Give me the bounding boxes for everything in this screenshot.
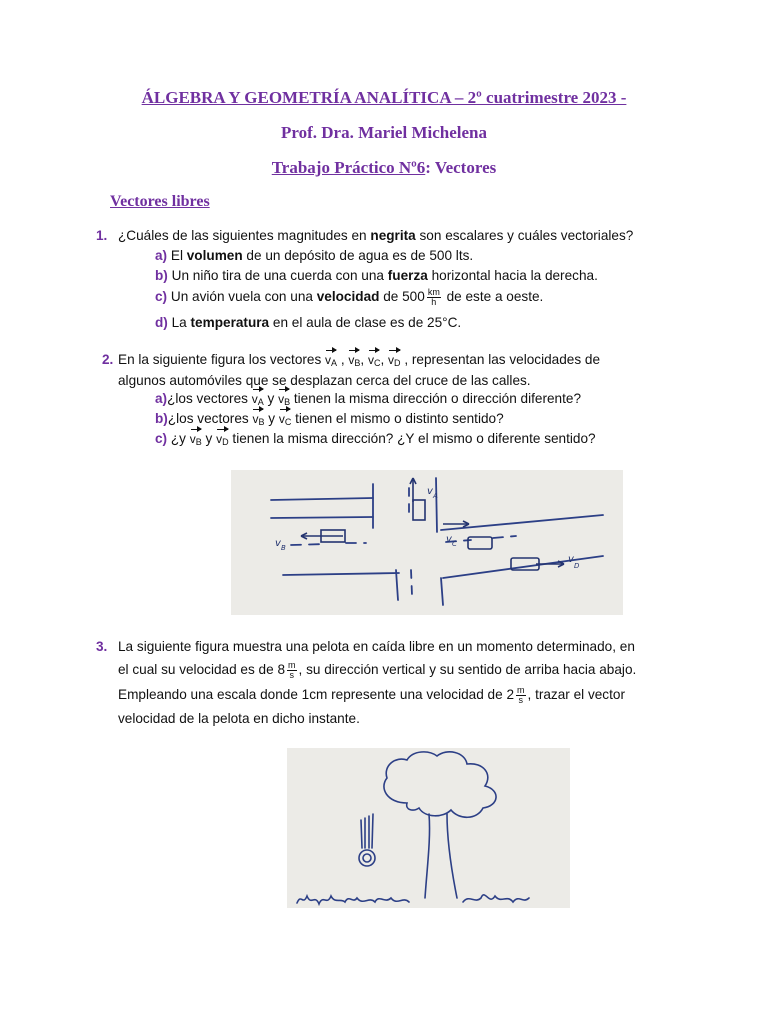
vertical-dashes — [409, 488, 412, 595]
ball-motion-lines — [361, 814, 373, 848]
car-c — [468, 537, 492, 549]
street-crossing-sketch — [231, 470, 623, 615]
q2-item-a-pre: ¿los vectores — [167, 391, 252, 406]
q2-line1-a: En la siguiente figura los vectores — [118, 352, 326, 367]
q1-item-b-pre: Un niño tira de una cuerda con una — [171, 268, 388, 283]
q3-line2 — [118, 658, 636, 682]
q2-line1 — [118, 349, 600, 368]
q3-line3-b: , trazar el vector — [527, 687, 625, 702]
q1-item-a-pre: El — [170, 248, 187, 263]
q2-item-b-letter: b) — [155, 411, 168, 426]
street-crossing-drawing — [231, 470, 623, 615]
q1-item-c-pre: Un avión vuela con una — [170, 289, 317, 304]
q3-line3 — [118, 683, 625, 707]
q3-line1: La siguiente figura muestra una pelota en caída libre en un momento determinado, en — [118, 639, 635, 654]
q2b-vb-v: v — [252, 412, 259, 426]
q2-sep3: , — [380, 352, 385, 367]
street-top-left-lower — [271, 517, 373, 518]
q1-number: 1. — [96, 228, 108, 243]
q1-item-a-letter: a) — [155, 248, 168, 263]
q3-unit-2 — [516, 686, 526, 705]
q2b-vc-sub: C — [284, 417, 292, 427]
q3-unit-1-bot: s — [289, 669, 295, 680]
q2-item-c-mid: y — [201, 431, 217, 446]
q1-item-c-letter: c) — [155, 289, 168, 304]
q2c-vb-v: v — [189, 432, 196, 446]
q3-line2-b: , su dirección vertical y su sentido de arriba hacia abajo. — [298, 662, 637, 677]
vector-vd — [388, 349, 401, 368]
q1-item-c-tail: de este a oeste. — [442, 289, 544, 304]
q2-item-a-letter: a) — [155, 391, 168, 406]
q2-item-c-letter: c) — [155, 431, 168, 446]
street-top-left — [271, 498, 373, 500]
street-bottom-left — [283, 573, 399, 575]
q3-line2-a: el cual su velocidad es de 8 — [118, 662, 286, 677]
label-va-sub: A — [433, 492, 438, 500]
ball-inner — [363, 854, 371, 862]
vector-va — [325, 349, 337, 368]
q2b-vector-vb — [252, 408, 264, 427]
q3-unit-2-bot: s — [518, 694, 524, 705]
vector-vb — [348, 349, 360, 368]
q1-item-b-bold: fuerza — [387, 268, 428, 283]
label-va: v — [427, 486, 433, 497]
ball — [359, 850, 375, 866]
q2c-vd-sub: D — [222, 437, 229, 447]
tp-title — [0, 158, 768, 178]
q1-item-b-letter: b) — [155, 268, 168, 283]
q1-item-d-pre: La — [171, 315, 191, 330]
q2-line2: algunos automóviles que se desplazan cerca del cruce de las calles. — [118, 373, 531, 388]
q2-item-a — [155, 388, 581, 407]
label-vb-sub: B — [281, 544, 286, 552]
q1-item-c-bold: velocidad — [316, 289, 380, 304]
q1-item-c-post: de 500 — [379, 289, 425, 304]
label-vc-sub: C — [452, 540, 457, 548]
q2-item-b-post: tienen el mismo o distinto sentido? — [291, 411, 504, 426]
q3-unit-1 — [287, 661, 297, 680]
street-vertical-right-upper — [436, 478, 437, 532]
q2-item-c-post: tienen la misma dirección? ¿Y el mismo o diferente sentido? — [228, 431, 596, 446]
tp-topic: : Vectores — [425, 158, 497, 177]
q3-unit-1-top: m — [288, 659, 296, 670]
q2-number: 2. — [102, 352, 114, 367]
q2c-vb-sub: B — [195, 437, 202, 447]
vector-va-v: v — [325, 353, 332, 367]
section-title: Vectores libres — [110, 193, 210, 210]
vector-vb-sub: B — [354, 358, 361, 368]
q1-unit-top: km — [427, 286, 440, 297]
q2a-va-sub: A — [257, 397, 264, 407]
vector-vb-v: v — [348, 353, 355, 367]
vector-vd-v: v — [388, 353, 395, 367]
vector-va-sub: A — [331, 358, 338, 368]
q1-item-c — [155, 286, 543, 308]
q1-prompt-bold: negrita — [370, 228, 416, 243]
tree-crown — [384, 752, 496, 817]
q2-sep1: , — [337, 352, 349, 367]
tree-ball-drawing — [287, 748, 570, 908]
q2c-vd-v: v — [216, 432, 223, 446]
q2-item-c-pre: ¿y — [170, 431, 190, 446]
tree-trunk-left — [425, 814, 430, 898]
q1-item-b — [155, 268, 598, 283]
q3-line3-a: Empleando una escala donde 1cm represente una velocidad de 2 — [118, 687, 515, 702]
q2a-va-v: v — [251, 392, 258, 406]
q1-item-d-post: en el aula de clase es de 25°C. — [269, 315, 462, 330]
street-vertical-right-lower — [441, 578, 443, 605]
q2-line1-b: , representan las velocidades de — [400, 352, 601, 367]
label-vd: v — [568, 554, 574, 565]
course-title: ÁLGEBRA Y GEOMETRÍA ANALÍTICA – 2º cuatrimestre 2023 - — [141, 88, 627, 107]
q1-prompt — [118, 228, 633, 243]
q1-prompt-b: son escalares y cuáles vectoriales? — [415, 228, 634, 243]
q1-item-d — [155, 315, 461, 330]
label-vc: v — [446, 534, 452, 545]
q2-item-a-post: tienen la misma dirección o dirección diferente? — [290, 391, 581, 406]
vector-vc-v: v — [367, 353, 374, 367]
q2c-vector-vd — [216, 428, 229, 447]
q1-prompt-a: ¿Cuáles de las siguientes magnitudes en — [118, 228, 371, 243]
vector-vc — [368, 349, 381, 368]
grass — [297, 895, 529, 904]
q1-item-d-bold: temperatura — [190, 315, 270, 330]
q2a-vector-vb — [278, 388, 290, 407]
vector-vc-sub: C — [373, 358, 381, 368]
q2-item-b — [155, 408, 504, 427]
q2b-vc-v: v — [278, 412, 285, 426]
q2-item-c — [155, 428, 596, 447]
professor-name: Prof. Dra. Mariel Michelena — [281, 123, 487, 142]
q1-item-c-unit — [427, 288, 441, 307]
q1-unit-bot: h — [431, 296, 437, 307]
q3-line4: velocidad de la pelota en dicho instante. — [118, 711, 360, 726]
q2c-vector-vb — [190, 428, 202, 447]
q1-item-a-bold: volumen — [186, 248, 243, 263]
q3-unit-2-top: m — [517, 684, 525, 695]
q2-item-a-mid: y — [263, 391, 279, 406]
car-a — [413, 500, 425, 520]
label-vd-sub: D — [574, 562, 580, 570]
q2a-vb-sub: B — [284, 397, 291, 407]
q2a-vb-v: v — [278, 392, 285, 406]
q2-sep2: , — [360, 352, 368, 367]
q2a-vector-va — [252, 388, 264, 407]
tree-ball-sketch — [287, 748, 570, 908]
tp-label: Trabajo Práctico Nº6 — [271, 158, 426, 177]
q2-item-b-mid: y — [264, 411, 279, 426]
q1-item-b-post: horizontal hacia la derecha. — [427, 268, 598, 283]
label-vb: v — [275, 538, 281, 549]
q2b-vb-sub: B — [258, 417, 265, 427]
q3-number: 3. — [96, 639, 108, 654]
q1-item-a-post: de un depósito de agua es de 500 lts. — [242, 248, 474, 263]
q2b-vector-vc — [279, 408, 292, 427]
q1-item-a — [155, 248, 473, 263]
street-vertical-left-lower — [396, 570, 398, 600]
q2-item-b-pre: ¿los vectores — [167, 411, 253, 426]
vector-vd-sub: D — [394, 358, 401, 368]
tree-trunk-right — [447, 814, 457, 898]
q1-item-d-letter: d) — [155, 315, 168, 330]
